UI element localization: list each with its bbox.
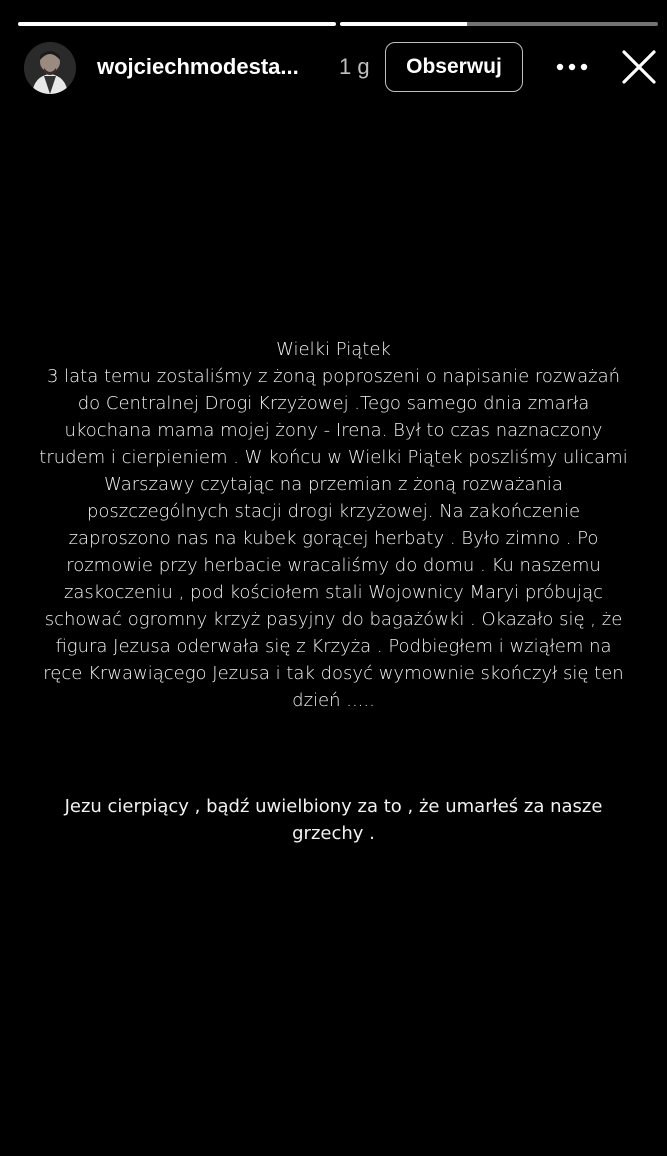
story-text-body: Wielki Piątek 3 lata temu zostaliśmy z żoną poproszeni o napisanie rozważań do Centralnej Drogi Krzyżowej .Tego samego dnia zmarła ukochana mama mojej żony - Irena. Był to czas naznaczony trudem i cierpieniem . W końcu w Wielki Piątek poszliśmy ulicami Warszawy czytając na przemian z żoną rozważania poszczególnych stacji drogi krzyżowej. Na zakończenie zaproszono nas na kubek gorącej herbaty . Było zimno . Po rozmowie przy herbacie wracaliśmy do domu . Ku naszemu zaskoczeniu , pod kościołem stali Wojownicy Maryi próbując schować ogromny krzyż pasyjny do bagażówki . Okazało się , że figura Jezusa oderwała się z Krzyża . Podbiegłem i wziąłem na ręce Krwawiącego Jezusa i tak dosyć wymownie skończył się ten dzień ..... — [39, 339, 628, 711]
username[interactable]: wojciechmodesta... — [97, 54, 299, 79]
story-progress-2 — [340, 22, 658, 26]
story-progress-1-fill — [18, 22, 336, 26]
avatar[interactable] — [24, 42, 76, 94]
follow-button[interactable]: Obserwuj — [385, 42, 523, 92]
post-time: 1 g — [339, 54, 370, 79]
close-icon[interactable] — [620, 48, 658, 86]
story-text-closing: Jezu cierpiący , bądź uwielbiony za to , że umarłeś za nasze grzechy . — [64, 796, 603, 844]
story-progress-1 — [18, 22, 336, 26]
story-header — [0, 40, 667, 96]
more-horizontal-icon[interactable] — [553, 52, 591, 82]
story-progress-2-fill — [340, 22, 467, 26]
avatar-image — [24, 42, 76, 94]
